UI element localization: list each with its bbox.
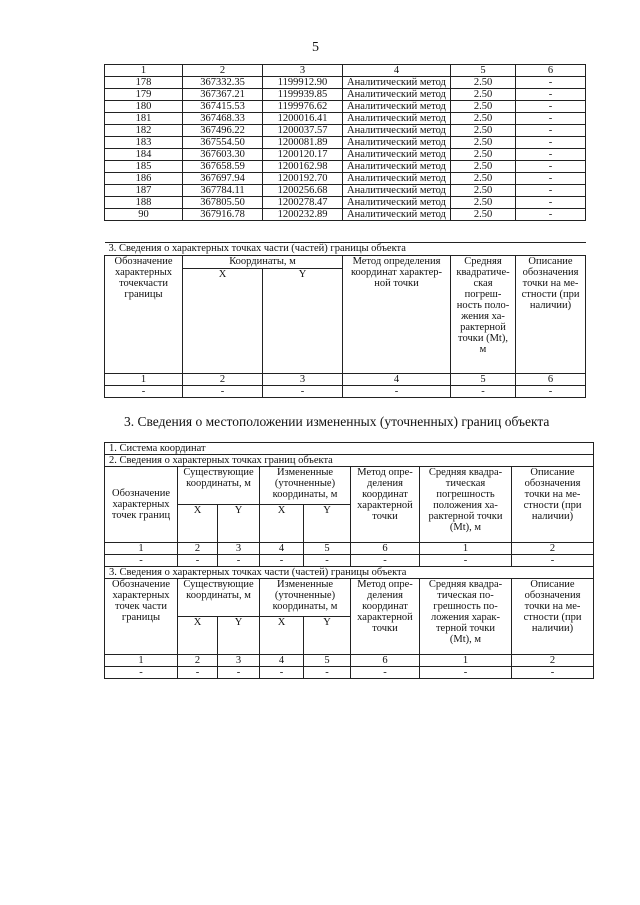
header-cell: 4 — [343, 65, 451, 77]
accuracy-cell: 2.50 — [451, 125, 516, 137]
empty-cell: - — [343, 386, 451, 398]
x-coordinate-cell: 367805.50 — [183, 197, 263, 209]
point-number-cell: 179 — [105, 89, 183, 101]
x-header: X — [260, 505, 304, 543]
method-cell: Аналитический метод — [343, 113, 451, 125]
method-cell: Аналитический метод — [343, 77, 451, 89]
x-coordinate-cell: 367697.94 — [183, 173, 263, 185]
description-cell: - — [516, 101, 586, 113]
accuracy-header: Средняя квадратиче- ская погреш- ность поло- жения ха- рактерной точки (Mt), м — [451, 256, 516, 374]
description-cell: - — [516, 113, 586, 125]
description-cell: - — [516, 125, 586, 137]
accuracy-cell: 2.50 — [451, 209, 516, 221]
description-cell: - — [516, 77, 586, 89]
y-coordinate-cell: 1200037.57 — [263, 125, 343, 137]
method-cell: Аналитический метод — [343, 197, 451, 209]
column-number: 2 — [178, 655, 218, 667]
column-number: 1 — [105, 655, 178, 667]
column-number: 2 — [512, 543, 594, 555]
description-cell: - — [516, 137, 586, 149]
column-number: 6 — [516, 374, 586, 386]
y-coordinate-cell: 1200256.68 — [263, 185, 343, 197]
x-coordinate-cell: 367916.78 — [183, 209, 263, 221]
y-coordinate-cell: 1200016.41 — [263, 113, 343, 125]
column-number: 3 — [263, 374, 343, 386]
coordinates-header: Координаты, м — [183, 256, 343, 269]
accuracy-cell: 2.50 — [451, 77, 516, 89]
empty-cell: - — [178, 555, 218, 567]
empty-cell: - — [304, 555, 351, 567]
y-coordinate-cell: 1199976.62 — [263, 101, 343, 113]
designation-header: Обозначение характерных точекчасти границы — [105, 256, 183, 374]
description-cell: - — [516, 185, 586, 197]
empty-cell: - — [263, 386, 343, 398]
column-number: 5 — [451, 374, 516, 386]
column-number: 3 — [218, 543, 260, 555]
column-number: 2 — [178, 543, 218, 555]
method-header: Метод опре- деления координат характерной точки — [351, 579, 420, 655]
empty-cell: - — [105, 555, 178, 567]
y-coordinate-cell: 1200192.70 — [263, 173, 343, 185]
coordinates-table-continuation — [104, 64, 586, 221]
x-coordinate-cell: 367496.22 — [183, 125, 263, 137]
accuracy-cell: 2.50 — [451, 113, 516, 125]
column-number: 6 — [351, 543, 420, 555]
x-coordinate-cell: 367332.35 — [183, 77, 263, 89]
accuracy-cell: 2.50 — [451, 89, 516, 101]
method-cell: Аналитический метод — [343, 209, 451, 221]
empty-cell: - — [351, 667, 420, 679]
column-number: 2 — [183, 374, 263, 386]
accuracy-cell: 2.50 — [451, 185, 516, 197]
existing-coordinates-header: Существующие координаты, м — [178, 467, 260, 505]
empty-cell: - — [351, 555, 420, 567]
header-cell: 1 — [105, 65, 183, 77]
description-header: Описание обозначения точки на ме- стности (при наличии) — [516, 256, 586, 374]
empty-cell: - — [105, 386, 183, 398]
description-cell: - — [516, 161, 586, 173]
accuracy-cell: 2.50 — [451, 173, 516, 185]
x-coordinate-cell: 367658.59 — [183, 161, 263, 173]
designation-header: Обозначение характерных точек границ — [105, 467, 178, 543]
method-cell: Аналитический метод — [343, 149, 451, 161]
empty-cell: - — [420, 555, 512, 567]
point-number-cell: 182 — [105, 125, 183, 137]
column-number: 1 — [105, 543, 178, 555]
y-coordinate-cell: 1200120.17 — [263, 149, 343, 161]
column-number: 2 — [512, 655, 594, 667]
empty-cell: - — [516, 386, 586, 398]
x-coordinate-cell: 367784.11 — [183, 185, 263, 197]
table-row — [105, 185, 586, 197]
y-header: Y — [304, 505, 351, 543]
method-cell: Аналитический метод — [343, 125, 451, 137]
empty-cell: - — [218, 555, 260, 567]
table-row — [105, 89, 586, 101]
y-coordinate-cell: 1200081.89 — [263, 137, 343, 149]
method-header: Метод опре- деления координат характерной точки — [351, 467, 420, 543]
empty-cell: - — [105, 667, 178, 679]
point-number-cell: 185 — [105, 161, 183, 173]
table-row — [105, 209, 586, 221]
accuracy-cell: 2.50 — [451, 149, 516, 161]
point-number-cell: 188 — [105, 197, 183, 209]
part-section-title: 3. Сведения о характерных точках части (частей) границы объекта — [105, 567, 594, 579]
point-number-cell: 184 — [105, 149, 183, 161]
column-number: 6 — [351, 655, 420, 667]
changed-boundaries-table — [104, 442, 594, 679]
x-coordinate-cell: 367415.53 — [183, 101, 263, 113]
header-cell: 6 — [516, 65, 586, 77]
y-header: Y — [218, 617, 260, 655]
accuracy-header: Средняя квадра- тическая по- грешность по- ложения харак- терной точки (Mt), м — [420, 579, 512, 655]
y-coordinate-cell: 1200278.47 — [263, 197, 343, 209]
accuracy-cell: 2.50 — [451, 197, 516, 209]
subsection-title: 3. Сведения о характерных точках части (частей) границы объекта — [105, 243, 586, 256]
section-heading: 3. Сведения о местоположении измененных (уточненных) границ объекта — [124, 414, 550, 429]
existing-coordinates-header: Существующие координаты, м — [178, 579, 260, 617]
method-cell: Аналитический метод — [343, 185, 451, 197]
method-cell: Аналитический метод — [343, 173, 451, 185]
empty-cell: - — [304, 667, 351, 679]
description-cell: - — [516, 173, 586, 185]
table-row — [105, 77, 586, 89]
y-coordinate-cell: 1200162.98 — [263, 161, 343, 173]
column-number: 5 — [304, 655, 351, 667]
description-cell: - — [516, 197, 586, 209]
accuracy-cell: 2.50 — [451, 161, 516, 173]
y-header: Y — [304, 617, 351, 655]
x-header: X — [183, 269, 263, 374]
description-cell: - — [516, 149, 586, 161]
empty-cell: - — [183, 386, 263, 398]
method-cell: Аналитический метод — [343, 161, 451, 173]
point-number-cell: 186 — [105, 173, 183, 185]
y-coordinate-cell: 1199939.85 — [263, 89, 343, 101]
accuracy-cell: 2.50 — [451, 101, 516, 113]
y-header: Y — [263, 269, 343, 374]
accuracy-cell: 2.50 — [451, 137, 516, 149]
point-number-cell: 90 — [105, 209, 183, 221]
y-header: Y — [218, 505, 260, 543]
table-row — [105, 197, 586, 209]
column-number: 1 — [105, 374, 183, 386]
x-header: X — [260, 617, 304, 655]
column-number: 1 — [420, 655, 512, 667]
empty-cell: - — [178, 667, 218, 679]
changed-coordinates-header: Измененные (уточненные) координаты, м — [260, 579, 351, 617]
empty-cell: - — [512, 555, 594, 567]
coordinate-system-title: 1. Система координат — [105, 443, 594, 455]
y-coordinate-cell: 1199912.90 — [263, 77, 343, 89]
x-coordinate-cell: 367468.33 — [183, 113, 263, 125]
column-number: 5 — [304, 543, 351, 555]
description-header: Описание обозначения точки на ме- стности (при наличии) — [512, 467, 594, 543]
column-number: 4 — [260, 543, 304, 555]
description-header: Описание обозначения точки на ме- стности (при наличии) — [512, 579, 594, 655]
x-coordinate-cell: 367554.50 — [183, 137, 263, 149]
part-boundary-points-table — [104, 242, 586, 398]
table-row — [105, 125, 586, 137]
method-header: Метод определения координат характер- ной точки — [343, 256, 451, 374]
header-cell: 2 — [183, 65, 263, 77]
x-header: X — [178, 505, 218, 543]
header-cell: 5 — [451, 65, 516, 77]
page-number: 5 — [312, 40, 319, 55]
designation-header: Обозначение характерных точек части границы — [105, 579, 178, 655]
table-row — [105, 137, 586, 149]
point-number-cell: 181 — [105, 113, 183, 125]
column-number: 3 — [218, 655, 260, 667]
description-cell: - — [516, 89, 586, 101]
empty-cell: - — [218, 667, 260, 679]
points-section-title: 2. Сведения о характерных точках границ объекта — [105, 455, 594, 467]
table-row — [105, 113, 586, 125]
x-coordinate-cell: 367367.21 — [183, 89, 263, 101]
method-cell: Аналитический метод — [343, 137, 451, 149]
empty-cell: - — [260, 555, 304, 567]
empty-cell: - — [512, 667, 594, 679]
point-number-cell: 187 — [105, 185, 183, 197]
empty-cell: - — [420, 667, 512, 679]
column-number: 1 — [420, 543, 512, 555]
method-cell: Аналитический метод — [343, 89, 451, 101]
point-number-cell: 183 — [105, 137, 183, 149]
table-header-row — [105, 65, 586, 77]
header-cell: 3 — [263, 65, 343, 77]
column-number: 4 — [343, 374, 451, 386]
changed-coordinates-header: Измененные (уточненные) координаты, м — [260, 467, 351, 505]
empty-cell: - — [260, 667, 304, 679]
column-number: 4 — [260, 655, 304, 667]
table-row — [105, 101, 586, 113]
description-cell: - — [516, 209, 586, 221]
table-row — [105, 173, 586, 185]
y-coordinate-cell: 1200232.89 — [263, 209, 343, 221]
x-coordinate-cell: 367603.30 — [183, 149, 263, 161]
accuracy-header: Средняя квадра- тическая погрешность положения ха- рактерной точки (Mt), м — [420, 467, 512, 543]
point-number-cell: 180 — [105, 101, 183, 113]
method-cell: Аналитический метод — [343, 101, 451, 113]
table-row — [105, 149, 586, 161]
point-number-cell: 178 — [105, 77, 183, 89]
empty-cell: - — [451, 386, 516, 398]
x-header: X — [178, 617, 218, 655]
table-row — [105, 161, 586, 173]
